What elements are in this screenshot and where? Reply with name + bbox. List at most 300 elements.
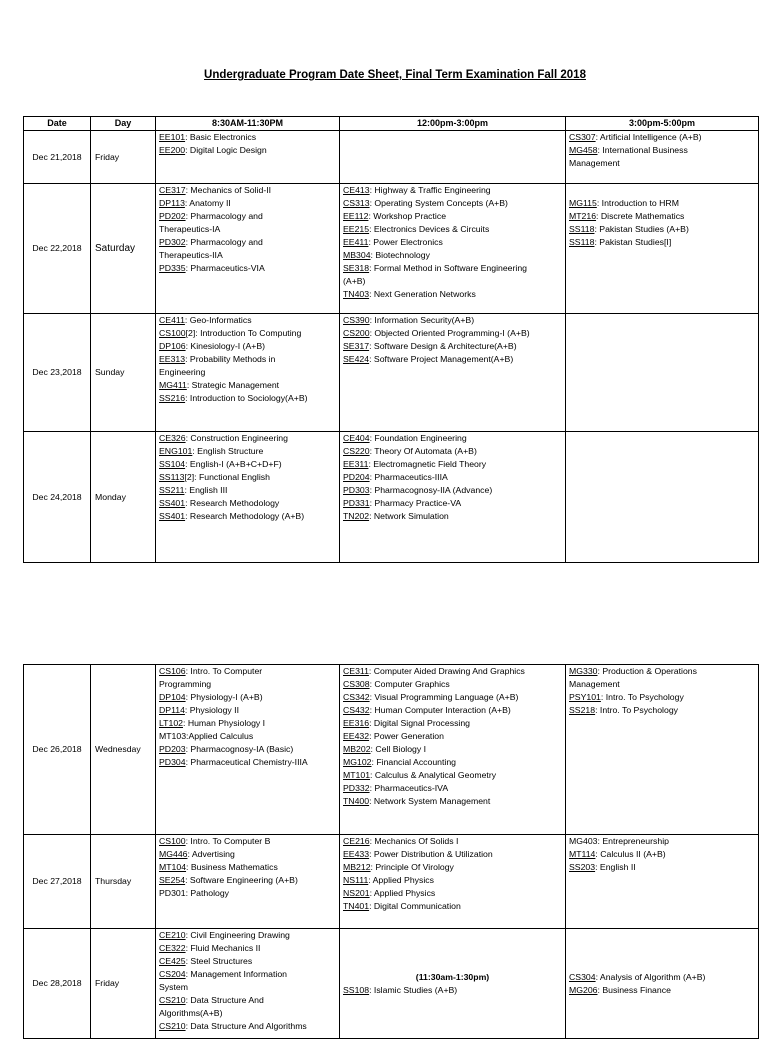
exam-entry — [343, 835, 562, 848]
course-title: : English-I (A+B+C+D+F) — [185, 459, 282, 469]
header-slot-3: 3:00pm-5:00pm — [566, 117, 759, 131]
course-code: MG206 — [569, 984, 598, 995]
page-title: Undergraduate Program Date Sheet, Final Term Examination Fall 2018 — [204, 69, 586, 81]
course-code: DP113 — [159, 198, 185, 208]
exam-entry — [343, 340, 562, 353]
exam-date: Dec 26,2018 — [24, 665, 91, 835]
slot-2-cell — [340, 131, 566, 184]
exam-entry — [159, 678, 336, 691]
exam-date: Dec 22,2018 — [24, 184, 91, 314]
course-title: : Calculus II (A+B) — [595, 849, 666, 859]
course-title: : Analysis of Algorithm (A+B) — [595, 971, 706, 982]
course-title: : Civil Engineering Drawing — [185, 930, 290, 940]
exam-entry — [343, 197, 562, 210]
table-row — [24, 184, 759, 314]
course-title: : Electromagnetic Field Theory — [368, 459, 487, 469]
course-title: : Digital Communication — [369, 901, 461, 911]
exam-entry — [343, 275, 562, 288]
course-title: : Highway & Traffic Engineering — [369, 185, 491, 195]
course-title: : Mechanics Of Solids I — [369, 836, 459, 846]
course-title: Therapeutics-IIA — [159, 250, 223, 260]
course-title: : Data Structure And — [185, 995, 264, 1005]
table-row — [24, 835, 759, 929]
course-code: CS390 — [343, 315, 370, 325]
course-code: EE311 — [343, 459, 369, 469]
course-title: : Construction Engineering — [185, 433, 288, 443]
course-title: : Physiology-I (A+B) — [185, 692, 263, 702]
exam-entry — [343, 900, 562, 913]
slot-1-cell — [156, 835, 340, 929]
exam-entry — [159, 445, 336, 458]
exam-entry — [569, 157, 755, 170]
exam-entry — [159, 835, 336, 848]
course-code: DP104 — [159, 692, 186, 702]
course-title: : Strategic Management — [186, 380, 280, 390]
course-title: : International Business — [597, 145, 688, 155]
exam-entry — [343, 223, 562, 236]
exam-entry — [159, 314, 336, 327]
course-code: CE413 — [343, 185, 370, 195]
course-title: Engineering — [159, 367, 206, 377]
course-code: EE433 — [343, 849, 370, 859]
exam-entry — [343, 678, 562, 691]
exam-day: Friday — [91, 929, 156, 1039]
exam-entry — [159, 1007, 336, 1020]
exam-entry — [159, 994, 336, 1007]
header-date: Date — [24, 117, 91, 131]
course-title: : Mechanics of Solid-II — [185, 185, 272, 195]
exam-entry — [159, 223, 336, 236]
exam-day: Sunday — [91, 314, 156, 432]
course-code: PD204 — [343, 472, 370, 482]
exam-entry — [159, 432, 336, 445]
slot-1-cell — [156, 131, 340, 184]
course-code: SS211 — [159, 485, 185, 495]
course-code: EE200 — [159, 145, 186, 155]
table-row — [24, 665, 759, 835]
exam-entry — [159, 379, 336, 392]
course-title: : Geo-Informatics — [184, 315, 252, 325]
course-code: SS118 — [569, 224, 595, 234]
exam-entry — [159, 353, 336, 366]
course-code: PD304 — [159, 757, 186, 767]
slot-2-cell — [340, 184, 566, 314]
course-code: EE313 — [159, 354, 186, 364]
course-code: MG102 — [343, 757, 372, 767]
exam-entry — [343, 314, 562, 327]
course-code: MB304 — [343, 250, 371, 260]
slot-2-cell — [340, 835, 566, 929]
course-code: EE215 — [343, 224, 370, 234]
course-code: TN202 — [343, 511, 370, 521]
course-title: : Power Electronics — [368, 237, 443, 247]
course-title: Management — [569, 158, 620, 168]
course-title: : Data Structure And Algorithms — [185, 1021, 307, 1031]
course-title: : Introduction to Sociology(A+B) — [185, 393, 308, 403]
course-title: : Basic Electronics — [185, 132, 257, 142]
course-code: EE432 — [343, 731, 370, 741]
exam-entry — [569, 665, 755, 678]
course-title: Algorithms(A+B) — [159, 1008, 223, 1018]
slot-3-cell — [566, 184, 759, 314]
course-title: : Formal Method in Software Engineering — [369, 263, 527, 273]
slot-3-cell — [566, 665, 759, 835]
course-code: CS204 — [159, 969, 186, 979]
exam-entry — [343, 288, 562, 301]
course-code: SS118 — [569, 237, 595, 247]
course-code: SS401 — [159, 498, 186, 508]
course-code: MB212 — [343, 862, 371, 872]
exam-entry — [343, 769, 562, 782]
slot-1-cell — [156, 929, 340, 1039]
exam-entry — [343, 497, 562, 510]
exam-date: Dec 24,2018 — [24, 432, 91, 563]
exam-entry — [569, 861, 755, 874]
course-title: : Kinesiology-I (A+B) — [185, 341, 266, 351]
course-title: : Pharmacognosy-IIA (Advance) — [369, 485, 493, 495]
course-title: : Cell Biology I — [370, 744, 427, 754]
exam-entry — [159, 981, 336, 994]
exam-entry — [159, 704, 336, 717]
course-code: PD335 — [159, 263, 186, 273]
course-code: CE311 — [343, 666, 369, 676]
course-code: CS200 — [343, 328, 370, 338]
course-title: : Human Physiology I — [183, 718, 266, 728]
date-sheet-table-page2 — [23, 664, 759, 1039]
slot-3-cell — [566, 131, 759, 184]
exam-entry — [569, 678, 755, 691]
exam-entry — [343, 445, 562, 458]
exam-entry — [569, 984, 755, 997]
slot-time-note: (11:30am-1:30pm) — [415, 971, 490, 982]
course-title: : Power Distribution & Utilization — [369, 849, 493, 859]
course-code: MB202 — [343, 744, 371, 754]
slot-2-cell — [340, 665, 566, 835]
course-title: : Production & Operations — [597, 666, 697, 676]
date-sheet-table-page1 — [23, 116, 759, 563]
exam-entry — [159, 942, 336, 955]
course-title: : Power Generation — [369, 731, 444, 741]
course-title: : Electronics Devices & Circuits — [369, 224, 490, 234]
exam-entry — [159, 717, 336, 730]
course-code: TN400 — [343, 796, 370, 806]
course-code: SS216 — [159, 393, 186, 403]
course-code: SS108 — [343, 984, 370, 995]
exam-entry — [159, 327, 336, 340]
course-code: SS401 — [159, 511, 186, 521]
exam-entry — [343, 691, 562, 704]
course-code: MG446 — [159, 849, 188, 859]
course-title: : English III — [184, 485, 228, 495]
exam-entry — [343, 471, 562, 484]
exam-entry — [343, 353, 562, 366]
course-code: TN403 — [343, 289, 370, 299]
exam-entry — [159, 955, 336, 968]
exam-entry — [159, 887, 336, 900]
course-code: SS203 — [569, 862, 596, 872]
course-title: : Business Mathematics — [186, 862, 278, 872]
slot-1-cell — [156, 314, 340, 432]
course-title: : Pakistan Studies (A+B) — [594, 224, 689, 234]
exam-entry — [343, 184, 562, 197]
exam-entry — [159, 848, 336, 861]
course-title: : Next Generation Networks — [369, 289, 476, 299]
course-title: Management — [569, 679, 620, 689]
exam-entry — [159, 1020, 336, 1033]
course-title: : Steel Structures — [185, 956, 253, 966]
header-slot-1: 8:30AM-11:30PM — [156, 117, 340, 131]
exam-entry — [159, 210, 336, 223]
slot-2-cell — [340, 432, 566, 563]
course-title: : Fluid Mechanics II — [185, 943, 261, 953]
course-title: [2]: Functional English — [184, 472, 270, 482]
course-code: CS313 — [343, 198, 370, 208]
exam-entry — [159, 236, 336, 249]
slot-1-cell — [156, 432, 340, 563]
exam-entry — [569, 704, 755, 717]
course-code: EE112 — [343, 211, 369, 221]
course-code: SS113 — [159, 472, 185, 482]
exam-date: Dec 23,2018 — [24, 314, 91, 432]
exam-date: Dec 21,2018 — [24, 131, 91, 184]
course-title: : Digital Signal Processing — [369, 718, 471, 728]
course-code: SS104 — [159, 459, 186, 469]
course-code: CS106 — [159, 666, 186, 676]
course-title: : English Structure — [192, 446, 264, 456]
exam-entry — [569, 210, 755, 223]
course-code: PD203 — [159, 744, 186, 754]
exam-entry — [159, 458, 336, 471]
slot-3-cell — [566, 314, 759, 432]
slot-2-cell — [340, 314, 566, 432]
course-title: : Operating System Concepts (A+B) — [369, 198, 508, 208]
course-code: CS210 — [159, 1021, 186, 1031]
course-title: : Financial Accounting — [371, 757, 457, 767]
course-title: : Physiology II — [184, 705, 240, 715]
exam-day: Thursday — [91, 835, 156, 929]
exam-date: Dec 27,2018 — [24, 835, 91, 929]
course-title: : Anatomy II — [184, 198, 231, 208]
course-code: DP114 — [159, 705, 185, 715]
course-code: MT114 — [569, 849, 596, 859]
exam-entry — [569, 144, 755, 157]
course-title: : Pharmaceutics-IIIA — [369, 472, 448, 482]
course-title: : Introduction to HRM — [596, 198, 679, 208]
course-code: CE210 — [159, 930, 186, 940]
course-title: : Foundation Engineering — [369, 433, 467, 443]
table-row — [24, 432, 759, 563]
course-title: : Software Engineering (A+B) — [185, 875, 298, 885]
course-code: SE318 — [343, 263, 370, 273]
course-title: : Biotechnology — [370, 250, 430, 260]
course-code: CS342 — [343, 692, 370, 702]
course-title: : Probability Methods in — [185, 354, 276, 364]
course-title: : Research Methodology (A+B) — [185, 511, 305, 521]
course-title: Therapeutics-IA — [159, 224, 221, 234]
exam-entry — [343, 484, 562, 497]
course-code: PD302 — [159, 237, 186, 247]
course-title: : Intro. To Psychology — [600, 692, 684, 702]
exam-entry — [343, 984, 562, 997]
course-title: System — [159, 982, 188, 992]
course-code: PSY101 — [569, 692, 601, 702]
exam-entry — [343, 782, 562, 795]
course-code: MT101 — [343, 770, 371, 780]
course-code: CS307 — [569, 132, 596, 142]
exam-entry — [343, 262, 562, 275]
exam-entry — [569, 197, 755, 210]
course-title: : Pharmaceutics-VIA — [185, 263, 265, 273]
course-title: : Intro. To Psychology — [595, 705, 678, 715]
exam-entry — [343, 236, 562, 249]
exam-entry — [159, 874, 336, 887]
course-title: : English II — [595, 862, 636, 872]
course-title: : Workshop Practice — [368, 211, 447, 221]
exam-entry — [159, 497, 336, 510]
slot-1-cell — [156, 184, 340, 314]
course-code: CS100 — [159, 328, 186, 338]
course-code: MG411 — [159, 380, 187, 390]
exam-entry — [159, 484, 336, 497]
course-code: EE411 — [343, 237, 369, 247]
course-title: : Calculus & Analytical Geometry — [370, 770, 497, 780]
exam-day: Monday — [91, 432, 156, 563]
exam-entry — [569, 131, 755, 144]
course-code: CS304 — [569, 971, 596, 982]
course-code: EE101 — [159, 132, 186, 142]
exam-entry — [159, 691, 336, 704]
exam-entry — [343, 861, 562, 874]
course-title: : Computer Aided Drawing And Graphics — [368, 666, 525, 676]
exam-entry — [159, 366, 336, 379]
course-title: : Intro. To Computer — [185, 666, 263, 676]
exam-entry — [159, 929, 336, 942]
exam-entry — [569, 691, 755, 704]
exam-entry — [569, 236, 755, 249]
course-title: : Islamic Studies (A+B) — [369, 984, 458, 995]
exam-entry — [343, 510, 562, 523]
course-code: MT216 — [569, 211, 597, 221]
exam-entry — [159, 743, 336, 756]
exam-entry — [343, 730, 562, 743]
course-code: MT104 — [159, 862, 187, 872]
course-title: : Pharmaceutical Chemistry-IIIA — [185, 757, 308, 767]
course-title: : Network System Management — [369, 796, 491, 806]
table-row — [24, 929, 759, 1039]
exam-entry — [159, 184, 336, 197]
course-code: SS218 — [569, 705, 596, 715]
table-row — [24, 314, 759, 432]
course-title: : Discrete Mathematics — [596, 211, 685, 221]
exam-entry — [159, 730, 336, 743]
course-code: EE316 — [343, 718, 370, 728]
exam-entry — [159, 340, 336, 353]
course-title: : Network Simulation — [369, 511, 449, 521]
course-code: CS210 — [159, 995, 186, 1005]
course-code: SE424 — [343, 354, 370, 364]
course-code: TN401 — [343, 901, 370, 911]
exam-entry — [159, 131, 336, 144]
course-code: SE317 — [343, 341, 370, 351]
course-code: CE322 — [159, 943, 186, 953]
exam-entry — [159, 510, 336, 523]
exam-entry — [159, 144, 336, 157]
course-code: CE425 — [159, 956, 186, 966]
course-code: CS432 — [343, 705, 370, 715]
exam-entry — [159, 262, 336, 275]
exam-entry — [159, 249, 336, 262]
course-title: : Advertising — [187, 849, 235, 859]
exam-entry — [343, 665, 562, 678]
course-code: CS220 — [343, 446, 370, 456]
course-title: : Visual Programming Language (A+B) — [369, 692, 519, 702]
course-code: MG330 — [569, 666, 598, 676]
exam-entry — [569, 184, 755, 197]
course-code: PD202 — [159, 211, 186, 221]
course-title: MT103:Applied Calculus — [159, 731, 254, 741]
course-title: MG403: Entrepreneurship — [569, 836, 669, 846]
exam-entry — [159, 665, 336, 678]
exam-date: Dec 28,2018 — [24, 929, 91, 1039]
exam-entry — [343, 210, 562, 223]
course-title: Programming — [159, 679, 212, 689]
course-title: : Business Finance — [597, 984, 671, 995]
course-title: : Pakistan Studies[I] — [594, 237, 672, 247]
course-code: SE254 — [159, 875, 186, 885]
course-title: : Human Computer Interaction (A+B) — [369, 705, 511, 715]
exam-day: Wednesday — [91, 665, 156, 835]
exam-entry — [343, 432, 562, 445]
exam-entry — [159, 968, 336, 981]
slot-3-cell — [566, 929, 759, 1039]
course-title: : Artificial Intelligence (A+B) — [595, 132, 702, 142]
course-code: PD303 — [343, 485, 370, 495]
slot-3-cell — [566, 432, 759, 563]
exam-entry — [159, 756, 336, 769]
course-code: LT102 — [159, 718, 183, 728]
course-title: : Pharmaceutics-IVA — [369, 783, 449, 793]
table-row — [24, 131, 759, 184]
course-code: PD331 — [343, 498, 370, 508]
exam-entry — [343, 704, 562, 717]
exam-day: Friday — [91, 131, 156, 184]
exam-entry — [343, 874, 562, 887]
exam-entry — [159, 861, 336, 874]
course-code: NS201 — [343, 888, 370, 898]
table-header-row — [24, 117, 759, 131]
exam-entry — [159, 392, 336, 405]
course-title: [2]: Introduction To Computing — [185, 328, 302, 338]
course-title: : Theory Of Automata (A+B) — [369, 446, 477, 456]
course-title: : Pharmacology and — [185, 237, 263, 247]
course-title: : Pharmacognosy-IA (Basic) — [185, 744, 294, 754]
exam-entry — [343, 743, 562, 756]
exam-day: Saturday — [91, 184, 156, 314]
course-code: CE404 — [343, 433, 370, 443]
course-title: : Objected Oriented Programming-I (A+B) — [369, 328, 530, 338]
course-code: DP106 — [159, 341, 186, 351]
course-title: : Applied Physics — [368, 875, 434, 885]
exam-entry — [343, 795, 562, 808]
course-code: PD332 — [343, 783, 370, 793]
exam-entry — [343, 848, 562, 861]
course-title: : Pharmacology and — [185, 211, 263, 221]
slot-3-cell — [566, 835, 759, 929]
course-title: : Research Methodology — [185, 498, 280, 508]
course-title: PD301: Pathology — [159, 888, 230, 898]
course-title: : Computer Graphics — [369, 679, 450, 689]
course-title: : Intro. To Computer B — [185, 836, 271, 846]
